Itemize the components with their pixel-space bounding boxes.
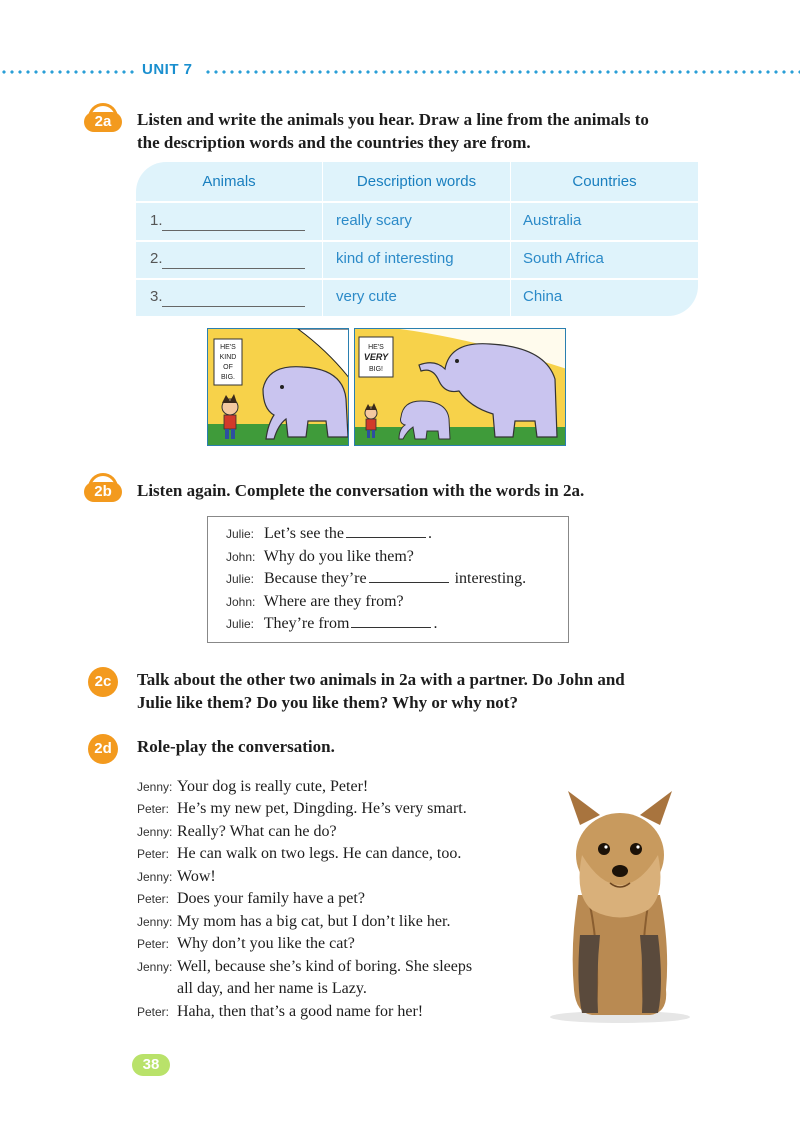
speaker-label: Jenny: bbox=[137, 780, 173, 794]
section-badge-2d: 2d bbox=[84, 737, 122, 759]
dialogue-line: Jenny: My mom has a big cat, but I don’t like her. bbox=[137, 913, 451, 930]
column-header-animals: Animals bbox=[202, 173, 256, 190]
dialogue-line: Peter: Does your family have a pet? bbox=[137, 890, 365, 907]
dotted-rule-right bbox=[204, 70, 800, 74]
comic-panel-very-big bbox=[354, 328, 566, 446]
answer-blank[interactable] bbox=[162, 230, 305, 231]
instruction-2c-line2: Julie like them? Do you like them? Why or why not? bbox=[137, 693, 518, 712]
instruction-2a-line1: Listen and write the animals you hear. Draw a line from the animals to bbox=[137, 110, 649, 129]
description-cell: really scary bbox=[336, 212, 412, 229]
dialogue-line: Jenny: Well, because she’s kind of boring. She sleeps bbox=[137, 958, 473, 975]
section-badge-2b: 2b bbox=[84, 480, 122, 502]
row-number: 2. bbox=[150, 250, 163, 267]
speaker-label: Peter: bbox=[137, 802, 170, 816]
yorkshire-terrier-image bbox=[530, 785, 710, 1025]
speaker-label: Jenny: bbox=[137, 870, 173, 884]
row-number: 3. bbox=[150, 288, 163, 305]
unit-header bbox=[0, 60, 800, 82]
speaker-label: Julie: bbox=[226, 572, 255, 586]
instruction-2c-line1: Talk about the other two animals in 2a with a partner. Do John and bbox=[137, 670, 625, 689]
answer-blank[interactable] bbox=[346, 525, 426, 538]
speaker-label: Peter: bbox=[137, 892, 170, 906]
comic-panel-kind-of-big bbox=[207, 328, 349, 446]
speaker-label: John: bbox=[226, 595, 256, 609]
svg-text:OF: OF bbox=[223, 364, 233, 371]
instruction-2b: Listen again. Complete the conversation with the words in 2a. bbox=[137, 481, 585, 500]
dialogue-line: all day, and her name is Lazy. bbox=[177, 980, 367, 997]
country-cell: South Africa bbox=[523, 250, 604, 267]
dialogue-line: Peter: He can walk on two legs. He can dance, too. bbox=[137, 845, 462, 862]
column-header-countries: Countries bbox=[572, 173, 637, 190]
unit-label: UNIT 7 bbox=[142, 61, 193, 78]
conversation-line: John: Where are they from? bbox=[226, 593, 404, 610]
speaker-label: Jenny: bbox=[137, 960, 173, 974]
instruction-2d: Role-play the conversation. bbox=[137, 737, 335, 756]
svg-text:HE'S: HE'S bbox=[368, 344, 384, 351]
column-header-description: Description words bbox=[356, 173, 477, 190]
instruction-2a-line2: the description words and the countries they are from. bbox=[137, 133, 531, 152]
row-number: 1. bbox=[150, 212, 163, 229]
speaker-label: Peter: bbox=[137, 1005, 170, 1019]
section-badge-2c: 2c bbox=[84, 670, 122, 692]
svg-text:KIND: KIND bbox=[219, 354, 237, 361]
country-cell: China bbox=[523, 288, 563, 305]
svg-text:BIG!: BIG! bbox=[368, 366, 384, 373]
dog-photo bbox=[530, 785, 710, 1025]
answer-blank[interactable] bbox=[162, 268, 305, 269]
svg-text:BIG.: BIG. bbox=[220, 374, 236, 381]
dialogue-line: Peter: Haha, then that’s a good name for her! bbox=[137, 1003, 424, 1020]
answer-blank[interactable] bbox=[369, 570, 449, 583]
animals-table bbox=[136, 162, 698, 316]
conversation-line: Julie: Let’s see the . bbox=[226, 525, 432, 542]
dialogue-line: Peter: Why don’t you like the cat? bbox=[137, 935, 355, 952]
speaker-label: Jenny: bbox=[137, 915, 173, 929]
speaker-label: Julie: bbox=[226, 617, 255, 631]
conversation-line: Julie: Because they’re interesting. bbox=[226, 570, 527, 587]
speaker-label: Julie: bbox=[226, 527, 255, 541]
elephant-illustration bbox=[208, 329, 349, 446]
speaker-label: John: bbox=[226, 550, 256, 564]
dotted-rule-left bbox=[0, 70, 138, 74]
conversation-box bbox=[207, 516, 569, 643]
dialogue-line: Jenny: Wow! bbox=[137, 868, 216, 885]
section-badge-2a: 2a bbox=[84, 110, 122, 132]
country-cell: Australia bbox=[523, 212, 582, 229]
dialogue-line: Jenny: Really? What can he do? bbox=[137, 823, 337, 840]
svg-text:HE'S: HE'S bbox=[220, 344, 236, 351]
description-cell: kind of interesting bbox=[336, 250, 454, 267]
speaker-label: Peter: bbox=[137, 937, 170, 951]
answer-blank[interactable] bbox=[162, 306, 305, 307]
description-cell: very cute bbox=[336, 288, 397, 305]
conversation-line: John: Why do you like them? bbox=[226, 548, 414, 565]
speaker-label: Peter: bbox=[137, 847, 170, 861]
dialogue-line: Jenny: Your dog is really cute, Peter! bbox=[137, 778, 369, 795]
dialogue-line: Peter: He’s my new pet, Dingding. He’s very smart. bbox=[137, 800, 467, 817]
speaker-label: Jenny: bbox=[137, 825, 173, 839]
elephants-illustration bbox=[355, 329, 566, 446]
svg-text:VERY: VERY bbox=[363, 352, 389, 362]
page-number: 38 bbox=[132, 1054, 170, 1076]
conversation-line: Julie: They’re from . bbox=[226, 615, 438, 632]
answer-blank[interactable] bbox=[351, 615, 431, 628]
